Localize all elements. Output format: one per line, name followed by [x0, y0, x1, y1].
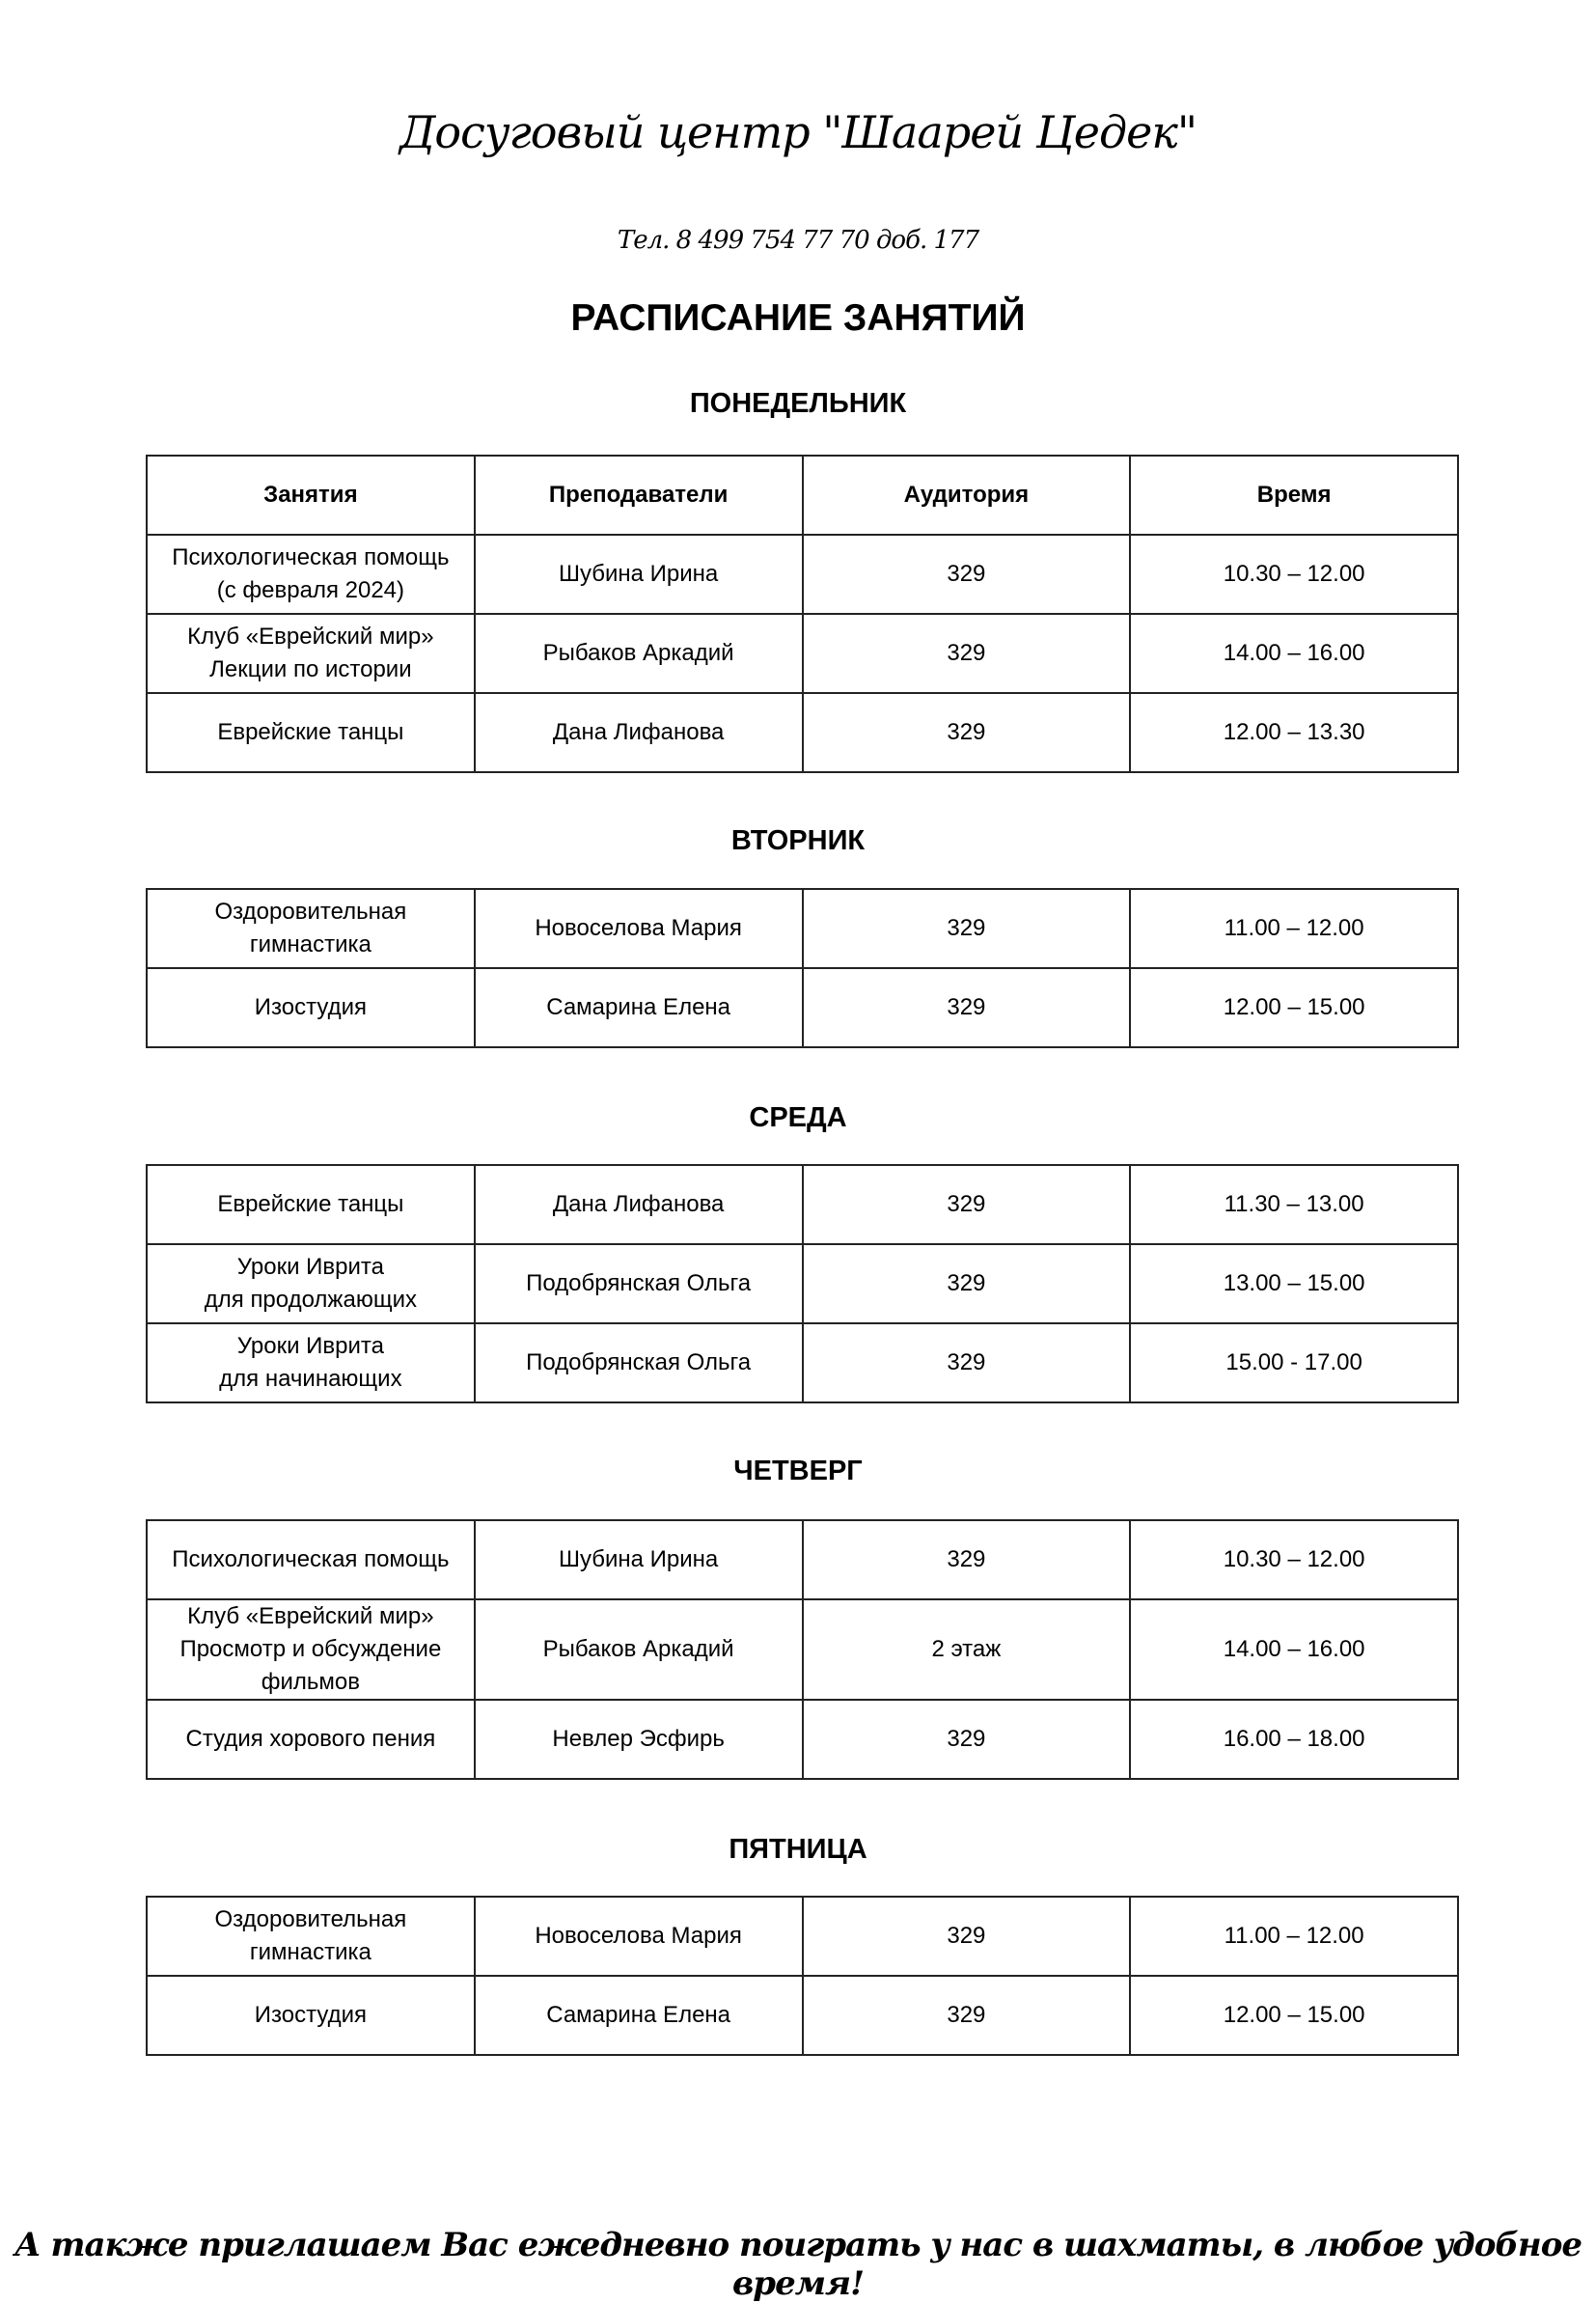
time-cell: 10.30 – 12.00 [1130, 535, 1458, 614]
room-cell: 329 [803, 1244, 1131, 1323]
table-row [147, 1323, 1458, 1402]
room-cell: 329 [803, 968, 1131, 1047]
room-cell: 329 [803, 693, 1131, 772]
room-cell: 329 [803, 889, 1131, 968]
room-cell: 329 [803, 614, 1131, 693]
time-cell: 13.00 – 15.00 [1130, 1244, 1458, 1323]
schedule-table-friday [146, 1896, 1459, 2056]
table-row [147, 693, 1458, 772]
activity-cell [147, 1976, 475, 2055]
activity-name-line: Уроки Иврита [236, 1254, 384, 1280]
room-cell: 329 [803, 1976, 1131, 2055]
activity-cell [147, 614, 475, 693]
time-cell: 12.00 – 15.00 [1130, 1976, 1458, 2055]
day-heading-friday: ПЯТНИЦА [729, 1834, 867, 1865]
day-heading-thursday: ЧЕТВЕРГ [733, 1456, 863, 1486]
teacher-cell: Самарина Елена [475, 1976, 803, 2055]
time-cell: 10.30 – 12.00 [1130, 1520, 1458, 1599]
teacher-cell: Шубина Ирина [475, 1520, 803, 1599]
activity-name-line: Психологическая помощь [172, 1546, 450, 1572]
activity-name-line: Оздоровительная [214, 1906, 407, 1932]
schedule-table-thursday [146, 1519, 1459, 1780]
time-cell: 14.00 – 16.00 [1130, 614, 1458, 693]
activity-name-line: для начинающих [219, 1366, 402, 1392]
activity-cell [147, 535, 475, 614]
teacher-cell: Шубина Ирина [475, 535, 803, 614]
activity-name-line: Психологическая помощь [172, 544, 450, 570]
time-cell: 16.00 – 18.00 [1130, 1700, 1458, 1779]
activity-cell [147, 1897, 475, 1976]
room-cell: 2 этаж [803, 1599, 1131, 1700]
activity-cell [147, 1165, 475, 1244]
time-cell: 14.00 – 16.00 [1130, 1599, 1458, 1700]
activity-name-line: фильмов [261, 1669, 360, 1695]
activity-cell [147, 968, 475, 1047]
chess-invitation: А также приглашаем Вас ежедневно поиграть у нас в шахматы, в любое удобное время! [14, 2226, 1582, 2303]
time-cell: 15.00 - 17.00 [1130, 1323, 1458, 1402]
room-cell: 329 [803, 1897, 1131, 1976]
column-header-room: Аудитория [803, 456, 1131, 535]
day-heading-tuesday: ВТОРНИК [730, 825, 866, 856]
activity-name-line: гимнастика [249, 931, 371, 957]
activity-cell [147, 1599, 475, 1700]
room-cell: 329 [803, 535, 1131, 614]
activity-name-line: Студия хорового пения [185, 1726, 436, 1752]
activity-cell [147, 1520, 475, 1599]
table-row [147, 535, 1458, 614]
activity-cell [147, 889, 475, 968]
activity-name-line: гимнастика [249, 1939, 371, 1965]
teacher-cell: Самарина Елена [475, 968, 803, 1047]
time-cell: 11.00 – 12.00 [1130, 1897, 1458, 1976]
schedule-table-wednesday [146, 1164, 1459, 1403]
activity-cell [147, 693, 475, 772]
table-row [147, 614, 1458, 693]
teacher-cell: Новоселова Мария [475, 1897, 803, 1976]
day-heading-monday: ПОНЕДЕЛЬНИК [689, 388, 907, 419]
activity-name-line: Лекции по истории [209, 656, 412, 682]
teacher-cell: Дана Лифанова [475, 1165, 803, 1244]
activity-name-line: (с февраля 2024) [216, 577, 404, 603]
table-row [147, 1599, 1458, 1700]
table-row [147, 1897, 1458, 1976]
activity-name-line: Изостудия [254, 2002, 367, 2028]
activity-name-line: Клуб «Еврейский мир» [187, 1603, 434, 1629]
schedule-table-monday [146, 455, 1459, 773]
schedule-table-tuesday [146, 888, 1459, 1048]
day-heading-wednesday: СРЕДА [749, 1102, 847, 1133]
activity-name-line: для продолжающих [204, 1287, 417, 1313]
activity-name-line: Уроки Иврита [236, 1333, 384, 1359]
table-row [147, 1976, 1458, 2055]
column-header-time: Время [1130, 456, 1458, 535]
activity-name-line: Еврейские танцы [217, 719, 404, 745]
column-header-activity: Занятия [147, 456, 475, 535]
table-header-row [147, 456, 1458, 535]
teacher-cell: Невлер Эсфирь [475, 1700, 803, 1779]
teacher-cell: Рыбаков Аркадий [475, 1599, 803, 1700]
activity-cell [147, 1323, 475, 1402]
room-cell: 329 [803, 1323, 1131, 1402]
schedule-heading: РАСПИСАНИЕ ЗАНЯТИЙ [570, 297, 1026, 339]
time-cell: 11.30 – 13.00 [1130, 1165, 1458, 1244]
room-cell: 329 [803, 1165, 1131, 1244]
teacher-cell: Рыбаков Аркадий [475, 614, 803, 693]
table-row [147, 1244, 1458, 1323]
time-cell: 12.00 – 15.00 [1130, 968, 1458, 1047]
table-row [147, 1700, 1458, 1779]
activity-name-line: Оздоровительная [214, 899, 407, 925]
activity-cell [147, 1700, 475, 1779]
table-row [147, 889, 1458, 968]
column-header-teacher: Преподаватели [475, 456, 803, 535]
room-cell: 329 [803, 1520, 1131, 1599]
table-row [147, 1165, 1458, 1244]
teacher-cell: Дана Лифанова [475, 693, 803, 772]
table-row [147, 1520, 1458, 1599]
time-cell: 12.00 – 13.30 [1130, 693, 1458, 772]
center-title: Досуговый центр "Шаарей Цедек" [399, 106, 1197, 158]
activity-name-line: Изостудия [254, 994, 367, 1020]
activity-name-line: Просмотр и обсуждение [179, 1636, 442, 1662]
table-row [147, 968, 1458, 1047]
phone-number: Тел. 8 499 754 77 70 доб. 177 [617, 226, 979, 255]
room-cell: 329 [803, 1700, 1131, 1779]
activity-name-line: Еврейские танцы [217, 1191, 404, 1217]
teacher-cell: Подобрянская Ольга [475, 1244, 803, 1323]
teacher-cell: Новоселова Мария [475, 889, 803, 968]
activity-name-line: Клуб «Еврейский мир» [187, 624, 434, 650]
teacher-cell: Подобрянская Ольга [475, 1323, 803, 1402]
activity-cell [147, 1244, 475, 1323]
time-cell: 11.00 – 12.00 [1130, 889, 1458, 968]
